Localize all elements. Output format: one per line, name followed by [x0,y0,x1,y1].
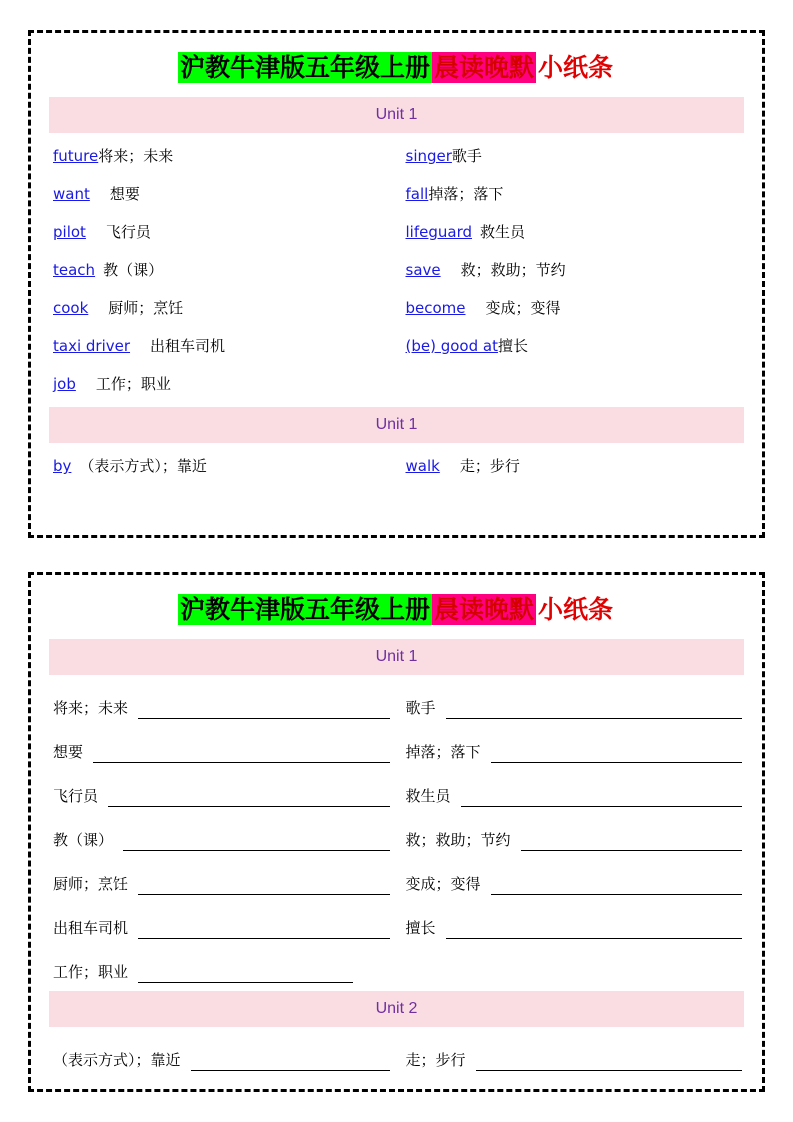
word-entry [400,179,747,217]
card1-title-green: 沪教牛津版五年级上册 [179,53,430,82]
answer-blank[interactable] [93,746,389,763]
dictation-entry [400,727,747,771]
word-chinese: （表示方式）；靠近 [79,458,207,475]
word-english: lifeguard [405,223,472,241]
dictation-entry [47,1035,394,1079]
card1-word-grid [47,141,746,407]
answer-blank[interactable] [461,790,742,807]
dictation-entry [47,903,394,947]
card1-unit-banner-1: Unit 1 [49,97,744,133]
card2-title-green: 沪教牛津版五年级上册 [179,595,430,624]
dictation-entry [47,947,394,991]
word-chinese: 变成；变得 [485,300,561,317]
card2-title [47,595,746,625]
answer-blank[interactable] [446,922,742,939]
dictation-entry [400,859,747,903]
prompt-chinese: 救；救助；节约 [405,832,511,849]
card1-title [47,53,746,83]
card2-title-highlight: 晨读晚默 [433,595,534,624]
card1-title-highlight: 晨读晚默 [433,53,534,82]
prompt-chinese: 歌手 [405,700,436,717]
card2-blank-grid [47,683,746,991]
prompt-chinese: 救生员 [405,788,451,805]
prompt-chinese: 掉落；落下 [405,744,481,761]
dictation-entry [400,815,747,859]
word-entry [47,179,394,217]
word-entry [47,369,394,407]
word-entry [47,217,394,255]
word-entry [400,255,747,293]
dictation-entry-empty [400,947,747,991]
word-chinese: 歌手 [451,148,482,165]
prompt-chinese: 想要 [53,744,84,761]
word-entry [400,331,747,369]
word-english: singer [405,147,452,165]
word-entry [47,255,394,293]
dictation-entry [400,1035,747,1079]
word-english: taxi driver [53,337,131,355]
answer-blank[interactable] [191,1054,390,1071]
word-chinese: 出租车司机 [150,338,226,355]
word-english: pilot [53,223,86,241]
answer-blank[interactable] [138,922,389,939]
word-english: by [53,457,72,475]
word-entry [47,331,394,369]
word-english: walk [405,457,440,475]
card1-word-grid-2 [47,451,746,489]
prompt-chinese: 教（课） [53,832,114,849]
word-chinese: 想要 [109,186,140,203]
card2-unit-banner-2: Unit 2 [49,991,744,1027]
word-chinese: 飞行员 [105,224,151,241]
word-chinese: 厨师；烹饪 [108,300,184,317]
dictation-entry [47,683,394,727]
vocabulary-card-blanks [28,572,765,1092]
word-chinese: 将来；未来 [98,148,174,165]
answer-blank[interactable] [491,746,742,763]
answer-blank[interactable] [138,966,353,983]
word-english: want [53,185,90,203]
dictation-entry [47,727,394,771]
dictation-entry [47,771,394,815]
word-entry [400,293,747,331]
word-english: (be) good at [405,337,498,355]
word-chinese: 救生员 [480,224,526,241]
word-entry [47,141,394,179]
dictation-entry [400,771,747,815]
word-chinese: 掉落；落下 [428,186,504,203]
word-english: become [405,299,466,317]
prompt-chinese: 变成；变得 [405,876,481,893]
answer-blank[interactable] [521,834,742,851]
answer-blank[interactable] [138,702,389,719]
word-english: job [53,375,76,393]
dictation-entry [400,903,747,947]
word-entry [400,451,747,489]
card2-blank-grid-2 [47,1035,746,1079]
word-english: cook [53,299,89,317]
dictation-entry [400,683,747,727]
word-chinese: 走；步行 [459,458,520,475]
word-entry [400,217,747,255]
card1-title-red: 小纸条 [538,53,614,82]
dictation-entry [47,859,394,903]
prompt-chinese: 将来；未来 [53,700,129,717]
word-entry [47,451,394,489]
card2-unit-banner-1: Unit 1 [49,639,744,675]
prompt-chinese: （表示方式）；靠近 [53,1052,181,1069]
answer-blank[interactable] [138,878,389,895]
prompt-chinese: 厨师；烹饪 [53,876,129,893]
prompt-chinese: 飞行员 [53,788,99,805]
word-english: fall [405,185,429,203]
answer-blank[interactable] [123,834,389,851]
prompt-chinese: 出租车司机 [53,920,129,937]
answer-blank[interactable] [476,1054,742,1071]
prompt-chinese: 擅长 [405,920,436,937]
answer-blank[interactable] [491,878,742,895]
word-entry [47,293,394,331]
answer-blank[interactable] [446,702,742,719]
word-entry [400,141,747,179]
card1-unit-banner-2: Unit 1 [49,407,744,443]
word-chinese: 擅长 [497,338,528,355]
prompt-chinese: 工作；职业 [53,964,129,981]
word-english: future [53,147,99,165]
answer-blank[interactable] [108,790,389,807]
prompt-chinese: 走；步行 [405,1052,466,1069]
dictation-entry [47,815,394,859]
word-entry-empty [400,369,747,407]
vocabulary-card-with-words [28,30,765,538]
word-chinese: 教（课） [103,262,164,279]
word-english: teach [53,261,96,279]
word-chinese: 工作；职业 [95,376,171,393]
word-english: save [405,261,441,279]
word-chinese: 救；救助；节约 [460,262,566,279]
card2-title-red: 小纸条 [538,595,614,624]
